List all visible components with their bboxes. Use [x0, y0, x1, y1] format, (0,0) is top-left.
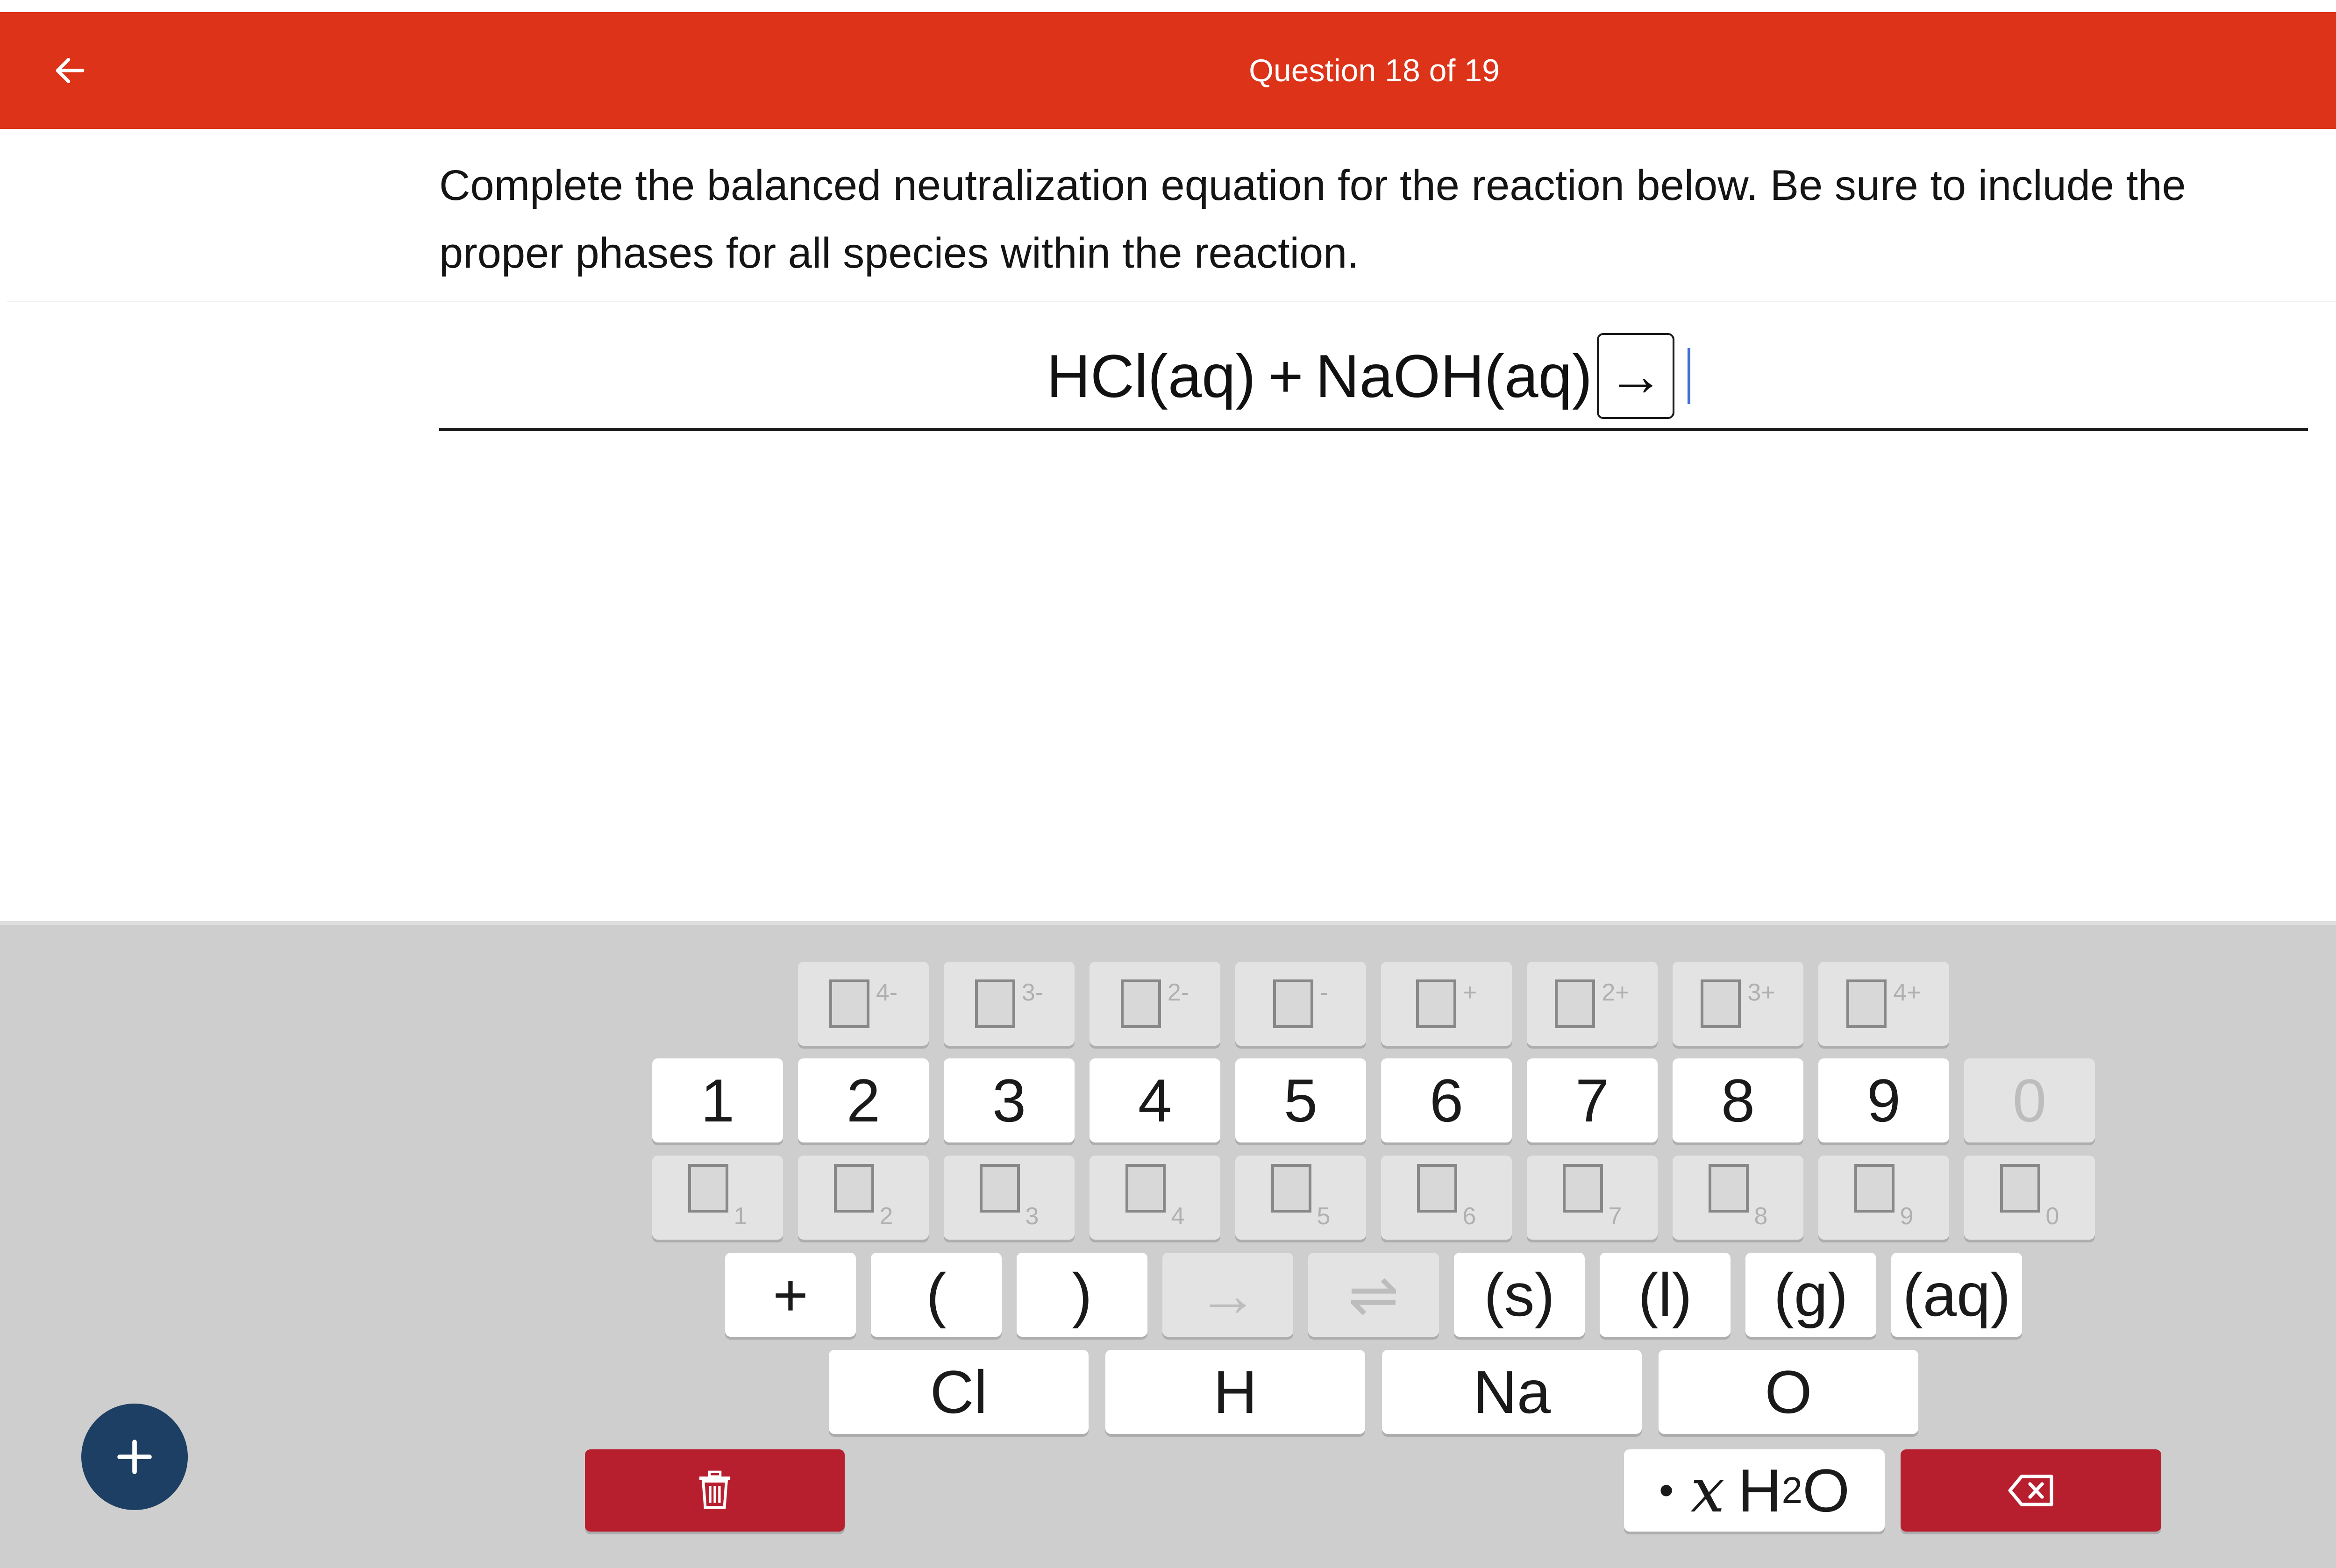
phase-liquid-key[interactable]: (l): [1600, 1253, 1731, 1337]
digit-key-9[interactable]: 9: [1818, 1058, 1949, 1142]
backspace-button[interactable]: [1901, 1449, 2161, 1532]
placeholder-box-icon: [1121, 979, 1161, 1028]
charge-key-plus[interactable]: +: [1381, 962, 1512, 1046]
element-key-h[interactable]: H: [1105, 1350, 1365, 1434]
placeholder-box-icon: [1854, 1164, 1894, 1213]
element-key-na[interactable]: Na: [1382, 1350, 1642, 1434]
back-arrow-icon: [51, 52, 89, 89]
subscript-key-4[interactable]: 4: [1090, 1156, 1220, 1240]
phase-gas-key[interactable]: (g): [1745, 1253, 1876, 1337]
equilibrium-key[interactable]: ⇌: [1308, 1253, 1439, 1337]
placeholder-box-icon: [1555, 979, 1595, 1028]
hydrate-water-key[interactable]: [1624, 1449, 1885, 1532]
digit-key-0[interactable]: 0: [1964, 1058, 2095, 1142]
subscript-key-8[interactable]: 8: [1673, 1156, 1803, 1240]
placeholder-box-icon: [2000, 1164, 2040, 1213]
backspace-icon: [2007, 1474, 2055, 1507]
phase-aqueous-key[interactable]: (aq): [1891, 1253, 2022, 1337]
placeholder-box-icon: [829, 979, 869, 1028]
placeholder-box-icon: [1416, 979, 1456, 1028]
charge-key-2minus[interactable]: 2-: [1090, 962, 1220, 1046]
trash-icon: [696, 1470, 734, 1511]
close-paren-key[interactable]: ): [1017, 1253, 1147, 1337]
equation-input[interactable]: [439, 327, 2308, 431]
subscript-key-5[interactable]: 5: [1235, 1156, 1366, 1240]
placeholder-box-icon: [975, 979, 1015, 1028]
equation-plus: +: [1268, 342, 1303, 410]
charge-key-3minus[interactable]: 3-: [944, 962, 1075, 1046]
digit-key-4[interactable]: 4: [1090, 1058, 1220, 1142]
header-bar: [0, 12, 2336, 129]
placeholder-box-icon: [1271, 1164, 1311, 1213]
equation: [1047, 327, 1690, 425]
chemistry-keyboard: [0, 921, 2336, 1568]
digit-key-2[interactable]: 2: [798, 1058, 929, 1142]
digit-key-7[interactable]: 7: [1527, 1058, 1658, 1142]
hydrate-label: • x H 2 O: [1659, 1455, 1850, 1526]
back-button[interactable]: [47, 47, 93, 94]
question-counter: Question 18 of 19: [1249, 53, 1500, 88]
digit-key-6[interactable]: 6: [1381, 1058, 1512, 1142]
plus-icon: [112, 1434, 157, 1479]
placeholder-box-icon: [1273, 979, 1313, 1028]
digit-key-5[interactable]: 5: [1235, 1058, 1366, 1142]
digit-key-1[interactable]: 1: [652, 1058, 783, 1142]
subscript-key-9[interactable]: 9: [1818, 1156, 1949, 1240]
reactant-hcl: HCl(aq): [1047, 342, 1256, 410]
placeholder-box-icon: [834, 1164, 874, 1213]
subscript-key-0[interactable]: 0: [1964, 1156, 2095, 1240]
placeholder-box-icon: [1125, 1164, 1166, 1213]
placeholder-box-icon: [1709, 1164, 1749, 1213]
charge-key-minus[interactable]: -: [1235, 962, 1366, 1046]
charge-key-4plus[interactable]: 4+: [1818, 962, 1949, 1046]
placeholder-box-icon: [1701, 979, 1741, 1028]
text-caret: [1688, 348, 1690, 404]
plus-key[interactable]: +: [725, 1253, 856, 1337]
phase-solid-key[interactable]: (s): [1454, 1253, 1585, 1337]
placeholder-box-icon: [1417, 1164, 1457, 1213]
arrow-key[interactable]: →: [1162, 1253, 1293, 1337]
element-key-o[interactable]: O: [1659, 1350, 1918, 1434]
prompt-divider: [7, 301, 2336, 302]
subscript-key-2[interactable]: 2: [798, 1156, 929, 1240]
reactant-naoh: NaOH(aq): [1315, 342, 1593, 410]
placeholder-box-icon: [688, 1164, 728, 1213]
subscript-key-6[interactable]: 6: [1381, 1156, 1512, 1240]
subscript-key-1[interactable]: 1: [652, 1156, 783, 1240]
clear-all-button[interactable]: [585, 1449, 845, 1532]
subscript-key-7[interactable]: 7: [1527, 1156, 1658, 1240]
placeholder-box-icon: [1563, 1164, 1603, 1213]
placeholder-box-icon: [980, 1164, 1020, 1213]
element-key-cl[interactable]: Cl: [829, 1350, 1089, 1434]
tools-fab-button[interactable]: [81, 1404, 188, 1510]
charge-key-4minus[interactable]: 4-: [798, 962, 929, 1046]
reaction-arrow[interactable]: →: [1597, 333, 1674, 419]
charge-key-2plus[interactable]: 2+: [1527, 962, 1658, 1046]
placeholder-box-icon: [1846, 979, 1887, 1028]
digit-key-3[interactable]: 3: [944, 1058, 1075, 1142]
subscript-key-3[interactable]: 3: [944, 1156, 1075, 1240]
open-paren-key[interactable]: (: [871, 1253, 1002, 1337]
question-prompt: Complete the balanced neutralization equation for the reaction below. Be sure to include the proper phases for all species within the reaction.: [439, 162, 2186, 277]
digit-key-8[interactable]: 8: [1673, 1058, 1803, 1142]
charge-key-3plus[interactable]: 3+: [1673, 962, 1803, 1046]
